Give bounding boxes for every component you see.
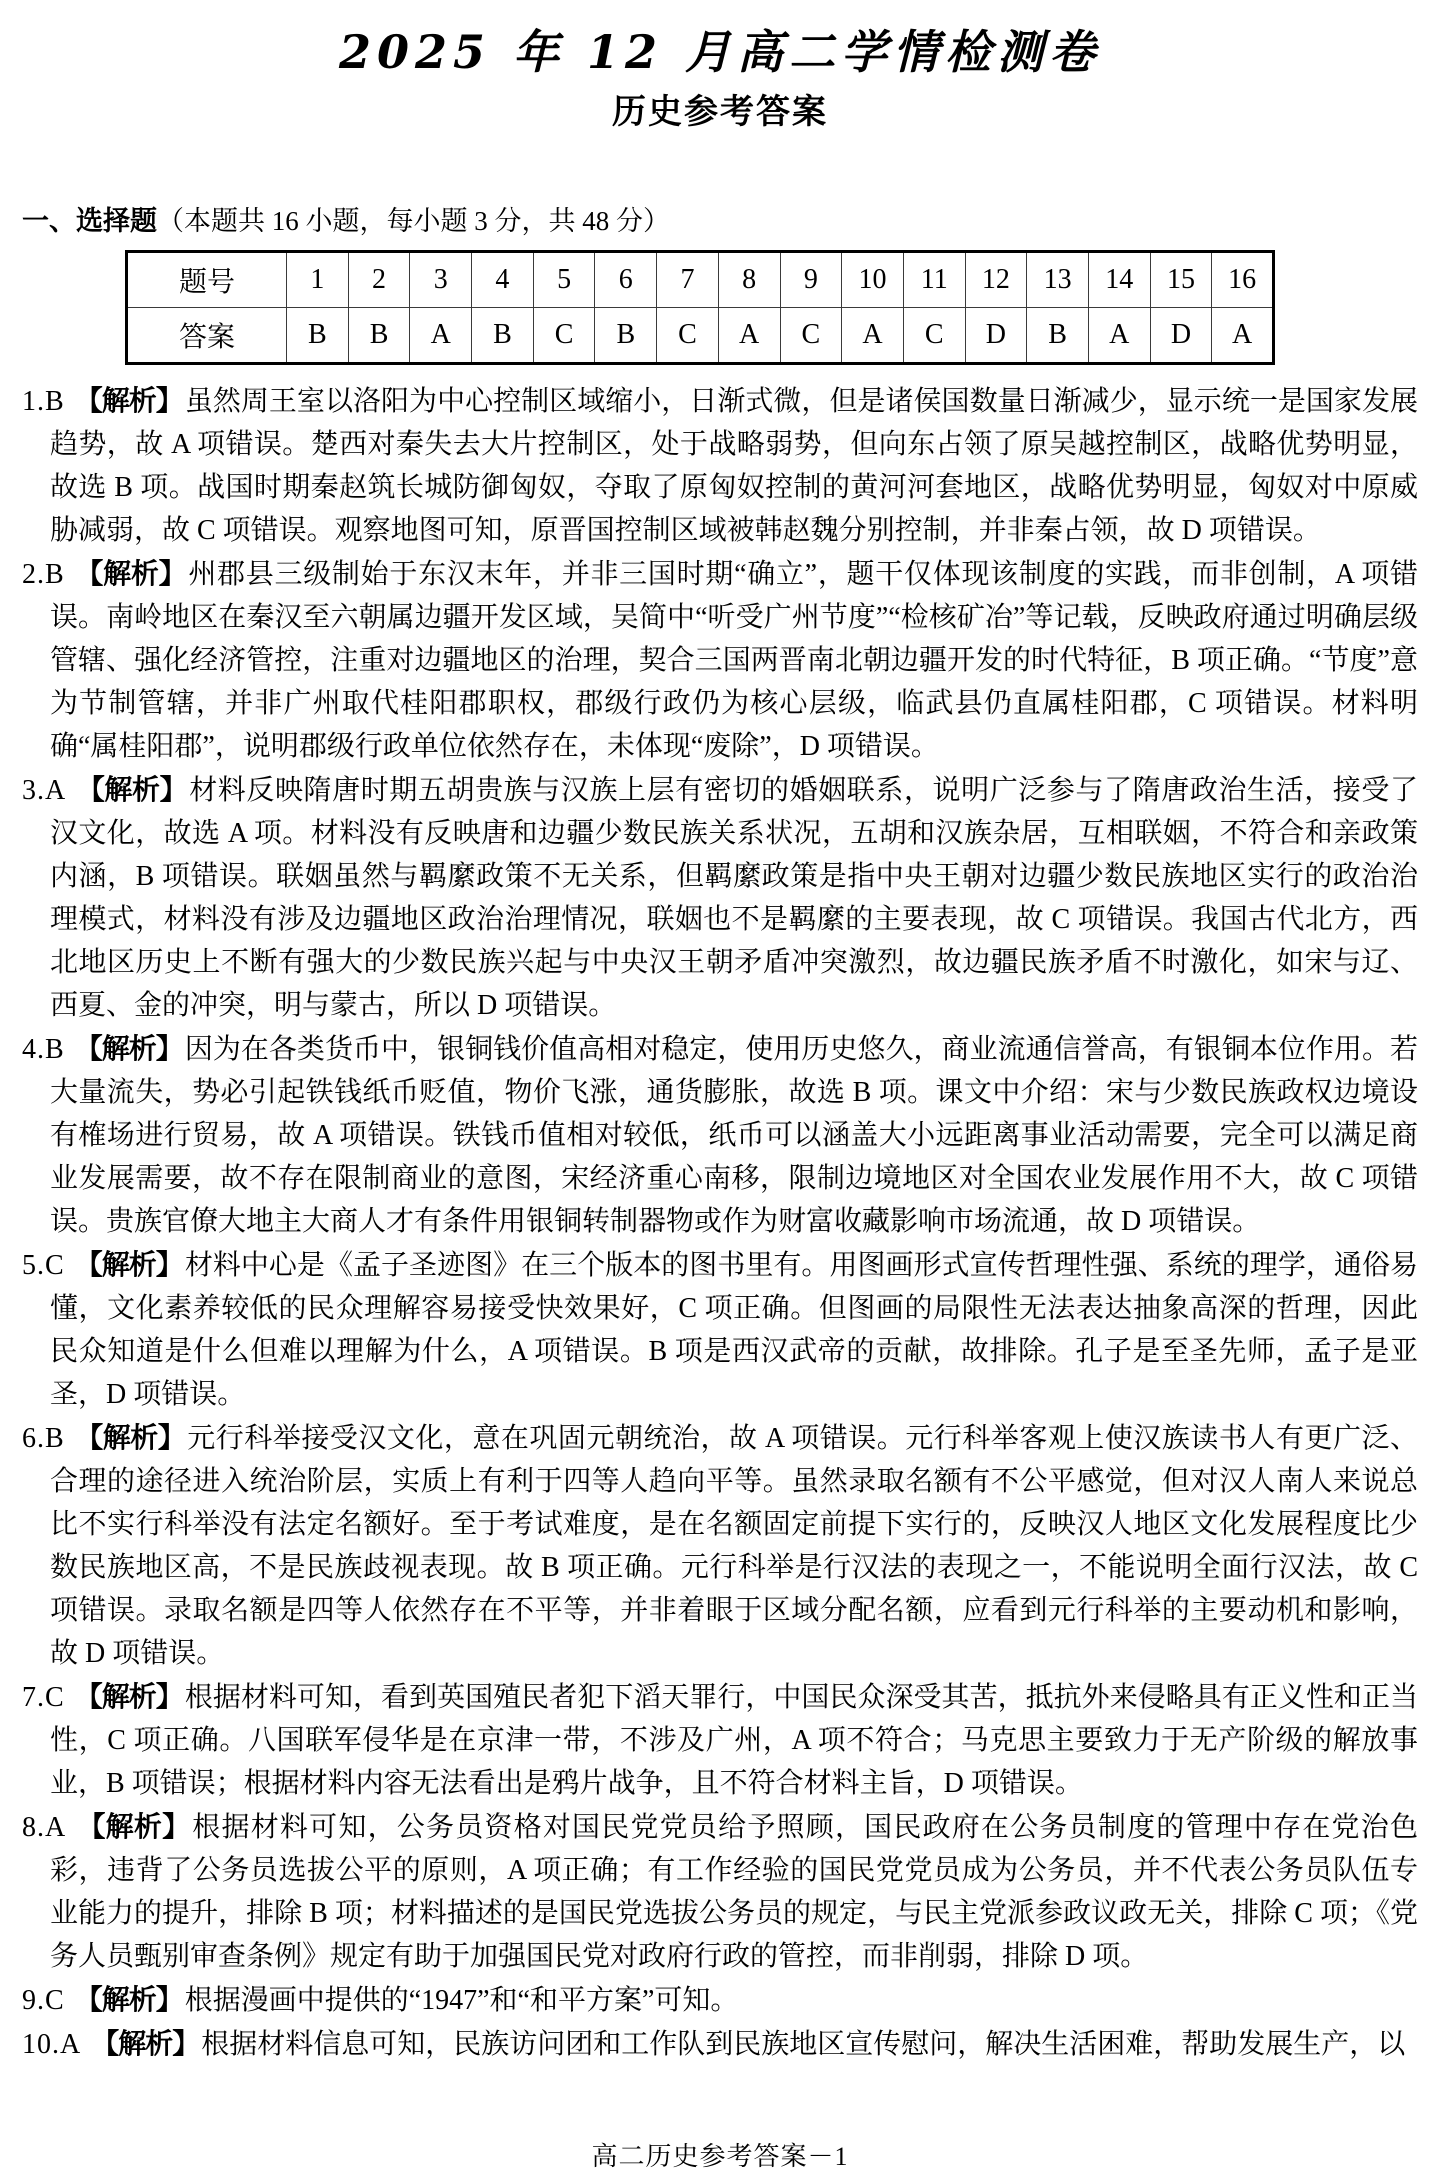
question-number-cell: 10: [842, 252, 904, 308]
answer-letter-cell: C: [533, 308, 595, 364]
question-number-cell: 6: [595, 252, 657, 308]
explanation-text: 根据材料可知，公务员资格对国民党党员给予照顾，国民政府在公务员制度的管理中存在党治色彩，违背了公务员选拔公平的原则，A 项正确；有工作经验的国民党党员成为公务员，并不代表公务员队伍专业能力的提升，排除 B 项；材料描述的是国民党选拔公务员的规定，与民主党派参政议政无关，排除 C 项；《党务人员甄别审查条例》规定有助于加强国民党对政府行政的管控，而非削弱，排除 D 项。: [50, 1812, 1418, 1972]
explanation-text: 州郡县三级制始于东汉末年，并非三国时期“确立”，题干仅体现该制度的实践，而非创制，A 项错误。南岭地区在秦汉至六朝属边疆开发区域，吴简中“听受广州节度”“检核矿冶”等记载，反映政府通过明确层级管辖、强化经济管控，注重对边疆地区的治理，契合三国两晋南北朝边疆开发的时代特征，B 项正确。“节度”意为节制管辖，并非广州取代桂阳郡职权，郡级行政仍为核心层级，临武县仍直属桂阳郡，C 项错误。材料明确“属桂阳郡”，说明郡级行政单位依然存在，未体现“废除”，D 项错误。: [50, 559, 1418, 762]
explanation-text: 根据材料信息可知，民族访问团和工作队到民族地区宣传慰问，解决生活困难，帮助发展生产，以: [201, 2029, 1406, 2060]
analysis-label: 【解析】: [74, 558, 187, 589]
section-heading-bold: 一、选择题: [22, 206, 157, 236]
question-number-cell: 3: [410, 252, 472, 308]
explanation-text: 元行科举接受汉文化，意在巩固元朝统治，故 A 项错误。元行科举客观上使汉族读书人有更广泛、合理的途径进入统治阶层，实质上有利于四等人趋向平等。虽然录取名额有不公平感觉，但对汉人南人来说总比不实行科举没有法定名额好。至于考试难度，是在名额固定前提下实行的，反映汉人地区文化发展程度比少数民族地区高，不是民族歧视表现。故 B 项正确。元行科举是行汉法的表现之一，不能说明全面行汉法，故 C 项错误。录取名额是四等人依然存在不平等，并非着眼于区域分配名额，应看到元行科举的主要动机和影响，故 D 项错误。: [50, 1423, 1418, 1669]
table-row-answers: [127, 308, 1274, 364]
answer-letter-cell: D: [1150, 308, 1212, 364]
question-number-and-answer: 7.C: [22, 1682, 65, 1713]
answer-letter-cell: B: [1027, 308, 1089, 364]
question-number-cell: 15: [1150, 252, 1212, 308]
question-number-cell: 5: [533, 252, 595, 308]
question-number-cell: 14: [1088, 252, 1150, 308]
question-number-and-answer: 5.C: [22, 1250, 65, 1281]
question-number-cell: 8: [718, 252, 780, 308]
explanation-text: 因为在各类货币中，银铜钱价值高相对稳定，使用历史悠久，商业流通信誉高，有银铜本位作用。若大量流失，势必引起铁钱纸币贬值，物价飞涨，通货膨胀，故选 B 项。课文中介绍：宋与少数民族政权边境设有榷场进行贸易，故 A 项错误。铁钱币值相对较低，纸币可以涵盖大小远距离事业活动需要，完全可以满足商业发展需要，故不存在限制商业的意图，宋经济重心南移，限制边境地区对全国农业发展作用不大，故 C 项错误。贵族官僚大地主大商人才有条件用银铜转制器物或作为财富收藏影响市场流通，故 D 项错误。: [50, 1034, 1418, 1237]
explanation-item: [22, 1243, 1418, 1416]
section-heading-rest: （本题共 16 小题，每小题 3 分，共 48 分）: [157, 206, 670, 236]
question-number-and-answer: 8.A: [22, 1812, 67, 1843]
answer-letter-cell: A: [842, 308, 904, 364]
question-number-and-answer: 10.A: [22, 2029, 82, 2060]
analysis-label: 【解析】: [76, 774, 188, 805]
explanation-item: [22, 768, 1418, 1027]
row-label-answer: 答案: [127, 308, 287, 364]
answer-sheet-page: [0, 24, 1440, 2171]
explanation-item: [22, 379, 1418, 552]
analysis-label: 【解析】: [74, 1422, 186, 1453]
explanations-list: [22, 379, 1418, 2066]
question-number-cell: 9: [780, 252, 842, 308]
answer-letter-cell: B: [348, 308, 410, 364]
answer-letter-cell: A: [410, 308, 472, 364]
explanation-item: [22, 552, 1418, 768]
answer-letter-cell: C: [657, 308, 719, 364]
question-number-cell: 1: [287, 252, 349, 308]
answer-letter-cell: A: [1212, 308, 1274, 364]
explanation-text: 根据材料可知，看到英国殖民者犯下滔天罪行，中国民众深受其苦，抵抗外来侵略具有正义性和正当性，C 项正确。八国联军侵华是在京津一带，不涉及广州，A 项不符合；马克思主要致力于无产阶级的解放事业，B 项错误；根据材料内容无法看出是鸦片战争，且不符合材料主旨，D 项错误。: [50, 1682, 1418, 1799]
analysis-label: 【解析】: [74, 1033, 183, 1064]
answer-table: [125, 250, 1275, 365]
answer-letter-cell: A: [718, 308, 780, 364]
analysis-label: 【解析】: [74, 1681, 183, 1712]
question-number-cell: 7: [657, 252, 719, 308]
analysis-label: 【解析】: [74, 385, 183, 416]
answer-letter-cell: B: [595, 308, 657, 364]
question-number-and-answer: 2.B: [22, 559, 65, 590]
table-row-numbers: [127, 252, 1274, 308]
answer-letter-cell: D: [965, 308, 1027, 364]
analysis-label: 【解析】: [74, 1984, 183, 2015]
question-number-and-answer: 4.B: [22, 1034, 65, 1065]
footer-page-label: 高二历史参考答案－1: [591, 2142, 849, 2171]
explanation-text: 材料中心是《孟子圣迹图》在三个版本的图书里有。用图画形式宣传哲理性强、系统的理学，通俗易懂，文化素养较低的民众理解容易接受快效果好，C 项正确。但图画的局限性无法表达抽象高深的哲理，因此民众知道是什么但难以理解为什么，A 项错误。B 项是西汉武帝的贡献，故排除。孔子是至圣先师，孟子是亚圣，D 项错误。: [50, 1250, 1418, 1410]
question-number-cell: 16: [1212, 252, 1274, 308]
explanation-item: [22, 1416, 1418, 1675]
page-subtitle: 历史参考答案: [612, 93, 828, 131]
row-label-question-number: 题号: [127, 252, 287, 308]
question-number-and-answer: 3.A: [22, 775, 67, 806]
question-number-cell: 4: [472, 252, 534, 308]
explanation-item: [22, 1675, 1418, 1805]
question-number-and-answer: 1.B: [22, 386, 65, 417]
question-number-cell: 2: [348, 252, 410, 308]
question-number-cell: 13: [1027, 252, 1089, 308]
answer-letter-cell: B: [287, 308, 349, 364]
explanation-item: [22, 2022, 1418, 2066]
analysis-label: 【解析】: [76, 1811, 191, 1842]
question-number-and-answer: 6.B: [22, 1423, 65, 1454]
analysis-label: 【解析】: [74, 1249, 183, 1280]
explanation-text: 根据漫画中提供的“1947”和“和平方案”可知。: [184, 1985, 739, 2016]
page-title: 2025 年 12 月高二学情检测卷: [338, 25, 1102, 79]
question-number-cell: 12: [965, 252, 1027, 308]
answer-letter-cell: C: [903, 308, 965, 364]
explanation-item: [22, 1805, 1418, 1978]
answer-letter-cell: B: [472, 308, 534, 364]
explanation-text: 材料反映隋唐时期五胡贵族与汉族上层有密切的婚姻联系，说明广泛参与了隋唐政治生活，接受了汉文化，故选 A 项。材料没有反映唐和边疆少数民族关系状况，五胡和汉族杂居，互相联姻，不符合和亲政策内涵，B 项错误。联姻虽然与羁縻政策不无关系，但羁縻政策是指中央王朝对边疆少数民族地区实行的政治治理模式，材料没有涉及边疆地区政治治理情况，联姻也不是羁縻的主要表现，故 C 项错误。我国古代北方，西北地区历史上不断有强大的少数民族兴起与中央汉王朝矛盾冲突激烈，故边疆民族矛盾不时激化，如宋与辽、西夏、金的冲突，明与蒙古，所以 D 项错误。: [50, 775, 1418, 1021]
analysis-label: 【解析】: [91, 2028, 200, 2059]
question-number-and-answer: 9.C: [22, 1985, 65, 2016]
section-heading: [22, 204, 1418, 238]
explanation-item: [22, 1027, 1418, 1243]
answer-letter-cell: C: [780, 308, 842, 364]
question-number-cell: 11: [903, 252, 965, 308]
answer-letter-cell: A: [1088, 308, 1150, 364]
explanation-item: [22, 1978, 1418, 2022]
explanation-text: 虽然周王室以洛阳为中心控制区域缩小，日渐式微，但是诸侯国数量日渐减少，显示统一是国家发展趋势，故 A 项错误。楚西对秦失去大片控制区，处于战略弱势，但向东占领了原吴越控制区，战略优势明显，故选 B 项。战国时期秦赵筑长城防御匈奴，夺取了原匈奴控制的黄河河套地区，战略优势明显，匈奴对中原威胁减弱，故 C 项错误。观察地图可知，原晋国控制区域被韩赵魏分别控制，并非秦占领，故 D 项错误。: [50, 386, 1418, 546]
